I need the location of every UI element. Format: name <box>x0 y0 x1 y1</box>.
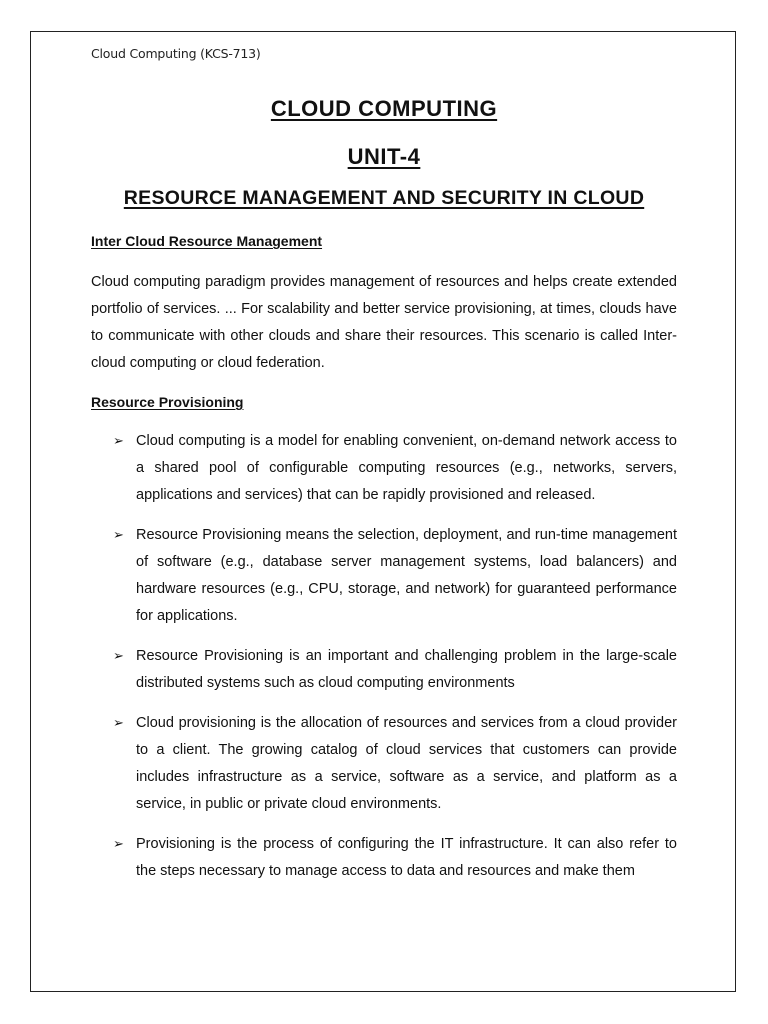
unit-title: UNIT-4 <box>347 144 421 169</box>
arrow-bullet-icon: ➢ <box>113 649 124 664</box>
arrow-bullet-icon: ➢ <box>113 716 124 731</box>
list-item <box>91 522 677 630</box>
section-heading-inter-cloud: Inter Cloud Resource Management <box>91 233 323 249</box>
arrow-bullet-icon: ➢ <box>113 837 124 852</box>
bullet-text: Resource Provisioning is an important and challenging problem in the large-scale distributed systems such as cloud computing environments <box>136 648 677 691</box>
list-item <box>91 428 677 509</box>
list-item <box>91 643 677 697</box>
section-heading-resource-provisioning: Resource Provisioning <box>91 394 244 410</box>
list-item <box>91 831 677 885</box>
running-header: Cloud Computing (KCS-713) <box>91 46 261 61</box>
unit-subtitle: RESOURCE MANAGEMENT AND SECURITY IN CLOUD <box>123 187 645 209</box>
arrow-bullet-icon: ➢ <box>113 434 124 449</box>
bullet-text: Cloud computing is a model for enabling convenient, on-demand network access to a shared pool of configurable computing resources (e.g., networks, servers, applications and services) that can be rapidly provisioned and released. <box>136 433 677 503</box>
arrow-bullet-icon: ➢ <box>113 528 124 543</box>
bullet-text: Resource Provisioning means the selection, deployment, and run-time management of software (e.g., database server management systems, load balancers) and hardware resources (e.g., CPU, storage, and network) for guaranteed performance for applications. <box>136 527 677 624</box>
bullet-text: Cloud provisioning is the allocation of resources and services from a cloud provider to a client. The growing catalog of cloud services that customers can provide includes infrastructure as a service, software as a service, and platform as a service, in public or private cloud environments. <box>136 715 677 812</box>
document-title: CLOUD COMPUTING <box>270 96 498 121</box>
inter-cloud-paragraph: Cloud computing paradigm provides management of resources and helps create extended portfolio of services. ... For scalability and better service provisioning, at times, clouds have to communicate with other clouds and share their resources. This scenario is called Inter-cloud computing or cloud federation. <box>91 274 677 371</box>
bullet-text: Provisioning is the process of configuring the IT infrastructure. It can also refer to the steps necessary to manage access to data and resources and make them <box>136 836 677 879</box>
list-item <box>91 710 677 818</box>
provisioning-bullet-list <box>91 428 677 898</box>
